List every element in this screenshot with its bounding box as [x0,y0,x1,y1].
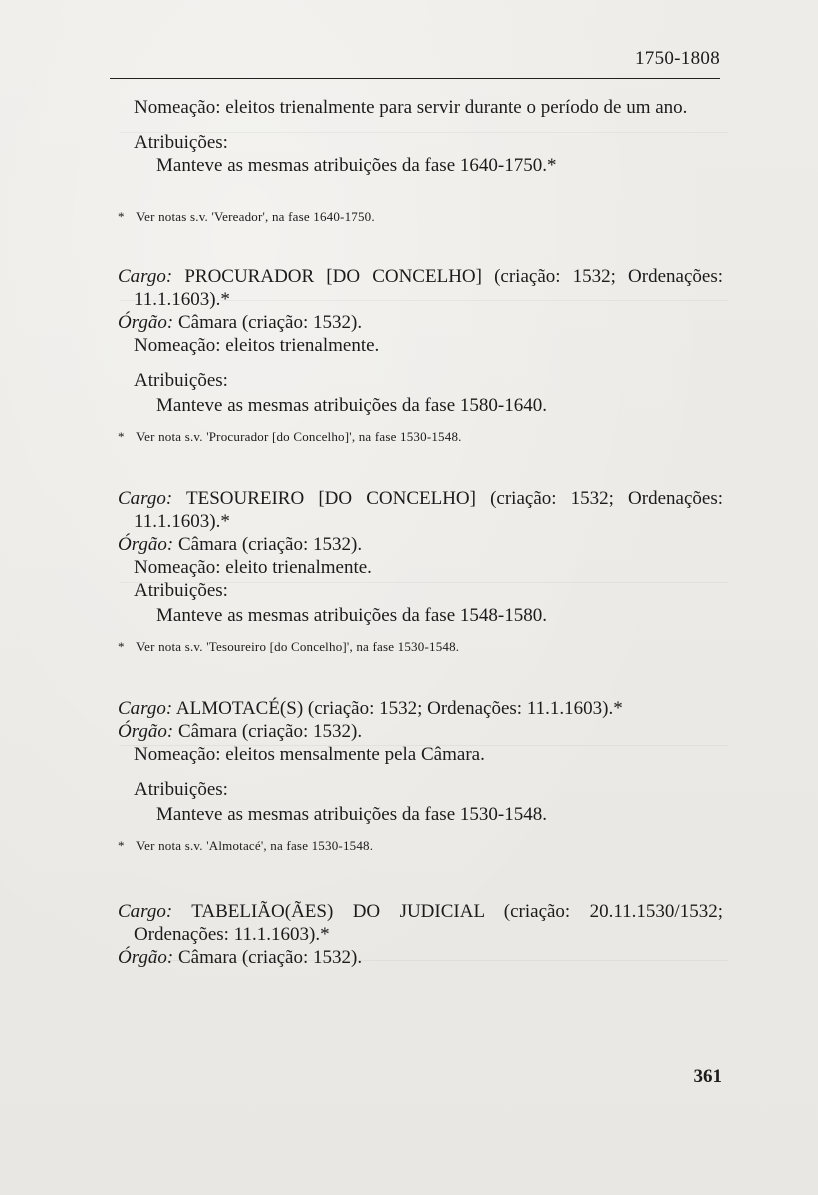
footnote-marker: * [118,639,125,654]
cargo-line [118,697,723,720]
entry-tesoureiro [118,487,723,655]
orgao-text: Câmara (criação: 1532). [178,534,363,555]
atribuicoes-label: Atribuições: [134,779,228,800]
nomeacao-line: Nomeação: eleitos mensalmente pela Câmara. [134,744,485,765]
orgao-line [118,311,723,334]
orgao-line [118,946,723,969]
cargo-label: Cargo: [118,901,173,922]
header-rule [110,78,720,79]
nomeacao-line: Nomeação: eleitos trienalmente. [134,335,380,356]
footnote [118,639,723,655]
running-header [110,48,720,84]
nomeacao-line: Nomeação: eleito trienalmente. [134,557,372,578]
cargo-label: Cargo: [118,698,173,719]
footnote-text: Ver nota s.v. 'Procurador [do Concelho]', na fase 1530-1548. [136,429,462,444]
intro-atribuicoes-text: Manteve as mesmas atribuições da fase 1640-1750.* [156,155,557,176]
atribuicoes-text: Manteve as mesmas atribuições da fase 1580-1640. [156,395,547,416]
footnote [118,209,723,225]
cargo-text: ALMOTACÉ(S) (criação: 1532; Ordenações: 11.1.1603).* [175,698,623,719]
orgao-label: Órgão: [118,947,174,968]
cargo-label: Cargo: [118,266,173,287]
orgao-line [118,533,723,556]
footnote-marker: * [118,209,125,224]
cargo-text: TESOUREIRO [DO CONCELHO] (criação: 1532; Ordenações: 11.1.1603).* [134,488,723,532]
cargo-text: TABELIÃO(ÃES) DO JUDICIAL (criação: 20.11.1530/1532; Ordenações: 11.1.1603).* [134,901,723,945]
orgao-text: Câmara (criação: 1532). [178,721,363,742]
footnote [118,429,723,445]
footnote-marker: * [118,429,125,444]
footnote [118,838,723,854]
entry-tabeliao [118,900,723,969]
footnote-text: Ver notas s.v. 'Vereador', na fase 1640-1750. [136,209,375,224]
orgao-label: Órgão: [118,721,174,742]
atribuicoes-text: Manteve as mesmas atribuições da fase 1530-1548. [156,804,547,825]
cargo-text: PROCURADOR [DO CONCELHO] (criação: 1532; Ordenações: 11.1.1603).* [134,266,723,310]
entry-almotace [118,697,723,854]
footnote-text: Ver nota s.v. 'Almotacé', na fase 1530-1548. [136,838,374,853]
orgao-line [118,720,723,743]
orgao-label: Órgão: [118,534,174,555]
orgao-text: Câmara (criação: 1532). [178,947,363,968]
footnote-text: Ver nota s.v. 'Tesoureiro [do Concelho]', na fase 1530-1548. [136,639,460,654]
period-range: 1750-1808 [634,48,720,69]
entry-procurador [118,265,723,445]
footnote-marker: * [118,838,125,853]
atribuicoes-text: Manteve as mesmas atribuições da fase 1548-1580. [156,605,547,626]
page-body [118,96,723,969]
intro-atribuicoes-label: Atribuições: [134,132,228,153]
atribuicoes-label: Atribuições: [134,370,228,391]
intro-nomeacao: Nomeação: eleitos trienalmente para servir durante o período de um ano. [134,97,688,118]
atribuicoes-label: Atribuições: [134,580,228,601]
orgao-text: Câmara (criação: 1532). [178,312,363,333]
cargo-line [118,487,723,533]
orgao-label: Órgão: [118,312,174,333]
cargo-label: Cargo: [118,488,173,509]
page-number: 361 [693,1066,722,1087]
cargo-line [118,265,723,311]
cargo-line [118,900,723,946]
